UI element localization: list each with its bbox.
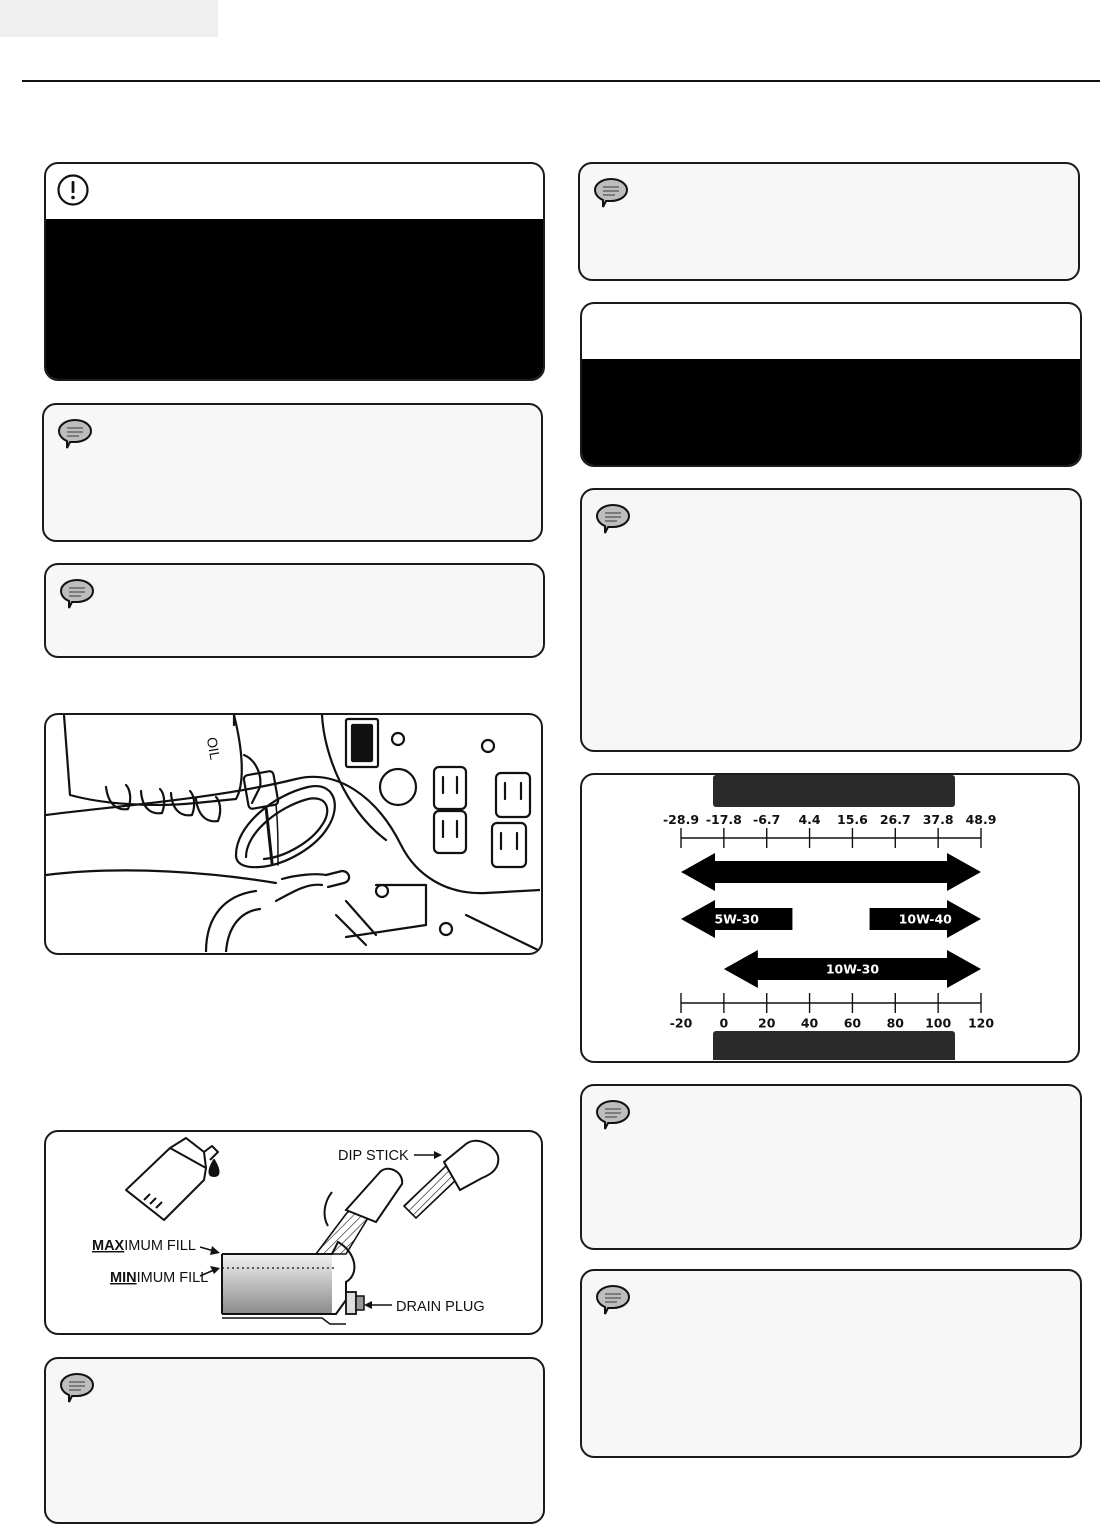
- speech-bubble-icon: [56, 417, 94, 451]
- fahrenheit-tick-label: -20: [669, 1015, 693, 1031]
- speech-bubble-icon: [58, 577, 96, 611]
- celsius-tick-label: 15.6: [837, 812, 868, 827]
- fahrenheit-tick-label: 100: [925, 1015, 952, 1031]
- minimum-rest: IMUM FILL: [136, 1270, 209, 1286]
- speech-bubble-icon: [594, 1098, 632, 1132]
- fahrenheit-tick-label: 40: [800, 1015, 819, 1031]
- oil-pouring-illustration: [44, 713, 543, 955]
- note-box-6: [580, 1084, 1082, 1250]
- fahrenheit-tick-label: 60: [843, 1015, 862, 1031]
- speech-bubble-icon: [58, 1371, 96, 1405]
- celsius-tick-label: 4.4: [798, 812, 821, 827]
- fahrenheit-tick-label: 120: [967, 1015, 995, 1031]
- celsius-tick-label: 48.9: [965, 812, 997, 827]
- caution-body: [582, 359, 1080, 465]
- fahrenheit-tick-label: 20: [758, 1015, 776, 1031]
- viscosity-chart-svg: [582, 775, 1077, 1060]
- celsius-tick-label: -6.7: [753, 812, 781, 827]
- caution-box: [580, 302, 1082, 467]
- maximum-fill-label: [92, 1238, 196, 1254]
- exclamation-circle-icon: [56, 173, 90, 207]
- celsius-tick-label: 37.8: [922, 812, 954, 827]
- note-box-3: [44, 1357, 545, 1524]
- viscosity-range-arrow: [681, 853, 981, 891]
- viscosity-grade-label: 10W-40: [898, 911, 952, 927]
- celsius-tick-label: -17.8: [705, 812, 742, 827]
- viscosity-grade-label: 10W-30: [825, 961, 880, 977]
- oil-level-diagram: [44, 1130, 543, 1335]
- svg-text:OIL: OIL: [203, 735, 224, 761]
- header-rule: [22, 80, 1100, 82]
- warning-body: [46, 219, 543, 379]
- oil-bottle-icon: [126, 1138, 219, 1220]
- header-tab-strip: [0, 0, 218, 37]
- note-box-5: [580, 488, 1082, 752]
- dip-stick-label: DIP STICK: [338, 1148, 409, 1164]
- speech-bubble-icon: [592, 176, 630, 210]
- fahrenheit-footer-bar: [713, 1031, 955, 1060]
- note-box-2: [44, 563, 545, 658]
- fahrenheit-tick-label: 80: [886, 1015, 904, 1031]
- fahrenheit-tick-label: 0: [719, 1015, 729, 1031]
- celsius-tick-label: 26.7: [879, 812, 911, 827]
- note-box-1: [42, 403, 543, 542]
- celsius-header-bar: [713, 775, 955, 807]
- drain-plug-label: DRAIN PLUG: [396, 1299, 485, 1315]
- maximum-rest: IMUM FILL: [124, 1238, 196, 1254]
- note-box-4: [578, 162, 1080, 281]
- note-box-7: [580, 1269, 1082, 1458]
- oil-pouring-drawing: [46, 715, 540, 952]
- maximum-bold: MAX: [92, 1238, 125, 1254]
- viscosity-grade-label: 5W-30: [714, 911, 759, 927]
- warning-box: [44, 162, 545, 381]
- speech-bubble-icon: [594, 1283, 632, 1317]
- oil-level-drawing: [46, 1132, 540, 1332]
- celsius-tick-label: -28.9: [662, 812, 700, 827]
- minimum-fill-label: [110, 1270, 208, 1286]
- minimum-bold: MIN: [110, 1270, 137, 1286]
- oil-viscosity-chart: [580, 773, 1080, 1063]
- speech-bubble-icon: [594, 502, 632, 536]
